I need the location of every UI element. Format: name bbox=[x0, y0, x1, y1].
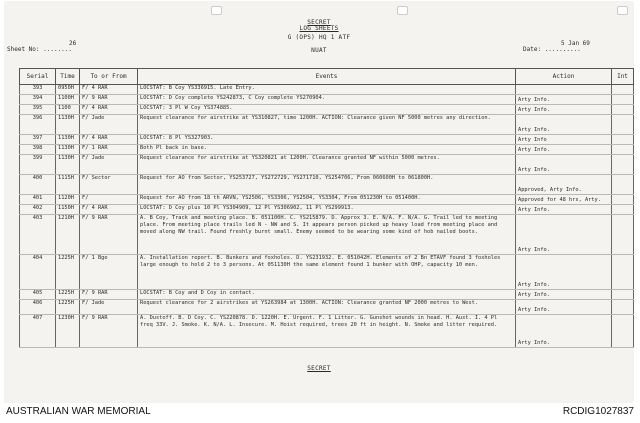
action-cell: Arty Info. bbox=[516, 255, 612, 290]
column-header-time: Time bbox=[56, 69, 80, 85]
table-row bbox=[20, 255, 634, 290]
date-value: 5 Jan 69 bbox=[561, 40, 590, 47]
int-cell bbox=[612, 155, 634, 175]
events-cell: LOCSTAT: 3 Pl W Coy YS374885. bbox=[138, 105, 516, 115]
table-row bbox=[20, 145, 634, 155]
action-cell: Arty Info bbox=[516, 135, 612, 145]
classification-header: SECRET bbox=[307, 19, 331, 26]
action-cell: Arty Info. bbox=[516, 315, 612, 348]
int-cell bbox=[612, 195, 634, 205]
action-cell: Arty Info. bbox=[516, 115, 612, 135]
time-cell: 1100H bbox=[56, 95, 80, 105]
to-from-cell: F/ Jade bbox=[80, 115, 138, 135]
serial-cell: 401 bbox=[20, 195, 56, 205]
serial-cell: 400 bbox=[20, 175, 56, 195]
events-cell: LOCSTAT: B Coy and D Coy in contact. bbox=[138, 290, 516, 300]
action-cell: Arty Info. bbox=[516, 205, 612, 215]
events-cell: LOCSTAT: D Coy complete YS242873, C Coy complete YS270904. bbox=[138, 95, 516, 105]
int-cell bbox=[612, 315, 634, 348]
table-row bbox=[20, 205, 634, 215]
int-cell bbox=[612, 95, 634, 105]
log-table bbox=[19, 68, 634, 348]
serial-cell: 395 bbox=[20, 105, 56, 115]
table-row bbox=[20, 175, 634, 195]
column-header-to-from: To or From bbox=[80, 69, 138, 85]
int-cell bbox=[612, 145, 634, 155]
archive-credit: AUSTRALIAN WAR MEMORIAL bbox=[6, 406, 151, 417]
events-cell: A. Installation report. B. Bunkers and foxholes. D. YS231932. E. 051042H. Elements of 2 Bn ETAVF found 3 foxholes large enough to hold 2 to 3 persons. At 051130H the same element found 1 bunker with OHP, capacity 10 men. bbox=[138, 255, 516, 290]
to-from-cell: F/ 9 RAR bbox=[80, 290, 138, 300]
events-cell: A. B Coy, Track and meeting place. B. 051100H. C. YS215879. D. Approx 3. E. N/A. F. N/A. G. Trail led to meeting place. From meeting place trails led N - NW and S. It appears person picked up heavy load from meeting place and moved along NW trail. Found freshly burnt small. Enemy seemed to be wearing some kind of hob nailed boots. bbox=[138, 215, 516, 255]
time-cell: 1230H bbox=[56, 315, 80, 348]
column-header-int: Int bbox=[612, 69, 634, 85]
sheet-no-label: Sheet No: ........ bbox=[7, 46, 73, 53]
serial-cell: 399 bbox=[20, 155, 56, 175]
table-row bbox=[20, 300, 634, 315]
time-cell: 1225H bbox=[56, 290, 80, 300]
serial-cell: 398 bbox=[20, 145, 56, 155]
int-cell bbox=[612, 115, 634, 135]
punch-hole bbox=[397, 6, 408, 15]
action-cell: Arty Info. bbox=[516, 105, 612, 115]
int-cell bbox=[612, 135, 634, 145]
table-row bbox=[20, 85, 634, 95]
int-cell bbox=[612, 105, 634, 115]
action-cell: Approved, Arty Info. bbox=[516, 175, 612, 195]
time-cell: 1130H bbox=[56, 155, 80, 175]
time-cell: 0950H bbox=[56, 85, 80, 95]
sheet-no-value: 26 bbox=[69, 40, 77, 47]
time-cell: 1130H bbox=[56, 135, 80, 145]
table-row bbox=[20, 155, 634, 175]
serial-cell: 396 bbox=[20, 115, 56, 135]
serial-cell: 394 bbox=[20, 95, 56, 105]
to-from-cell: F/ 4 RAR bbox=[80, 85, 138, 95]
serial-cell: 397 bbox=[20, 135, 56, 145]
action-cell: Approved for 48 hrs, Arty. bbox=[516, 195, 612, 205]
int-cell bbox=[612, 255, 634, 290]
to-from-cell: F/ 9 RAR bbox=[80, 95, 138, 105]
to-from-cell: F/ 4 RAR bbox=[80, 105, 138, 115]
to-from-cell: F/ 4 RAR bbox=[80, 205, 138, 215]
to-from-cell: F/ 9 RAR bbox=[80, 315, 138, 348]
events-cell: Both Pl back in base. bbox=[138, 145, 516, 155]
int-cell bbox=[612, 215, 634, 255]
table-row bbox=[20, 195, 634, 205]
table-row bbox=[20, 315, 634, 348]
action-cell: Arty Info. bbox=[516, 290, 612, 300]
time-cell: 1150H bbox=[56, 205, 80, 215]
table-row bbox=[20, 290, 634, 300]
serial-cell: 403 bbox=[20, 215, 56, 255]
int-cell bbox=[612, 175, 634, 195]
table-row bbox=[20, 135, 634, 145]
time-cell: 1115H bbox=[56, 175, 80, 195]
column-header-action: Action bbox=[516, 69, 612, 85]
location-name: NUAT bbox=[311, 47, 327, 54]
serial-cell: 402 bbox=[20, 205, 56, 215]
table-row bbox=[20, 215, 634, 255]
to-from-cell: F/ bbox=[80, 195, 138, 205]
time-cell: 1225H bbox=[56, 255, 80, 290]
action-cell: Arty Info. bbox=[516, 155, 612, 175]
events-cell: LOCSTAT: 8 Pl YS327903. bbox=[138, 135, 516, 145]
int-cell bbox=[612, 290, 634, 300]
action-cell: Arty Info. bbox=[516, 95, 612, 105]
events-cell: Request clearance for 2 airstrikes at YS263984 at 1300H. ACTION: Clearance granted NF 2000 metres to West. bbox=[138, 300, 516, 315]
events-cell: Request clearance for airstrike at YS320821 at 1200H. Clearance granted NF within 5000 metres. bbox=[138, 155, 516, 175]
time-cell: 1225H bbox=[56, 300, 80, 315]
to-from-cell: F/ Jade bbox=[80, 155, 138, 175]
events-cell: LOCSTAT: D Coy plus 10 Pl YS304909, 12 Pl YS306902, 11 Pl YS299913. bbox=[138, 205, 516, 215]
sheet-title: LOG SHEETS bbox=[299, 25, 339, 32]
int-cell bbox=[612, 85, 634, 95]
to-from-cell: F/ Sector bbox=[80, 175, 138, 195]
time-cell: 1130H bbox=[56, 145, 80, 155]
table-row bbox=[20, 95, 634, 105]
column-header-serial: Serial bbox=[20, 69, 56, 85]
to-from-cell: F/ 9 RAR bbox=[80, 215, 138, 255]
log-sheet bbox=[5, 2, 633, 402]
serial-cell: 406 bbox=[20, 300, 56, 315]
action-cell: Arty Info. bbox=[516, 300, 612, 315]
serial-cell: 405 bbox=[20, 290, 56, 300]
to-from-cell: F/ 4 RAR bbox=[80, 135, 138, 145]
time-cell: 1130H bbox=[56, 115, 80, 135]
time-cell: 1120H bbox=[56, 195, 80, 205]
to-from-cell: F/ Jade bbox=[80, 300, 138, 315]
record-id: RCDIG1027837 bbox=[562, 406, 634, 417]
action-cell: Arty Info. bbox=[516, 215, 612, 255]
events-cell: A. Dustoff. B. D Coy. C. YS220878. D. 1220H. E. Urgent. F. 1 Litter. G. Gunshot wounds in head. H. Aust. I. 4 Pl freq 33V. J. Smoke. K. N/A. L. Insecure. M. Hoist required, trees 20 ft in height. N. Smoke and litter required. bbox=[138, 315, 516, 348]
serial-cell: 404 bbox=[20, 255, 56, 290]
events-cell: Request clearance for airstrike at YS310827, time 1200H. ACTION: Clearance given NF 5000 metres any direction. bbox=[138, 115, 516, 135]
date-label: Date: .......... bbox=[523, 46, 581, 53]
table-row bbox=[20, 115, 634, 135]
events-cell: Request for AO from Sector, YS253727, YS272729, YS271710, YS254706, From 060600H to 061800H. bbox=[138, 175, 516, 195]
serial-cell: 393 bbox=[20, 85, 56, 95]
serial-cell: 407 bbox=[20, 315, 56, 348]
int-cell bbox=[612, 300, 634, 315]
to-from-cell: F/ 1 Bge bbox=[80, 255, 138, 290]
punch-hole bbox=[617, 6, 628, 15]
time-cell: 1210H bbox=[56, 215, 80, 255]
table-row bbox=[20, 105, 634, 115]
punch-hole bbox=[211, 6, 222, 15]
classification-footer: SECRET bbox=[307, 365, 331, 372]
time-cell: 1100 bbox=[56, 105, 80, 115]
column-header-events: Events bbox=[138, 69, 516, 85]
events-cell: LOCSTAT: B Coy YS336915. Late Entry. bbox=[138, 85, 516, 95]
events-cell: Request for AO from 18 th ARVN, YS2506, YS3306, YS2504, YS3304, From 051230H to 051400H. bbox=[138, 195, 516, 205]
unit-name: G (OPS) HQ 1 ATF bbox=[287, 34, 351, 41]
action-cell: Arty Info. bbox=[516, 145, 612, 155]
int-cell bbox=[612, 205, 634, 215]
table-header-row bbox=[20, 69, 634, 85]
action-cell bbox=[516, 85, 612, 95]
to-from-cell: F/ 1 RAR bbox=[80, 145, 138, 155]
